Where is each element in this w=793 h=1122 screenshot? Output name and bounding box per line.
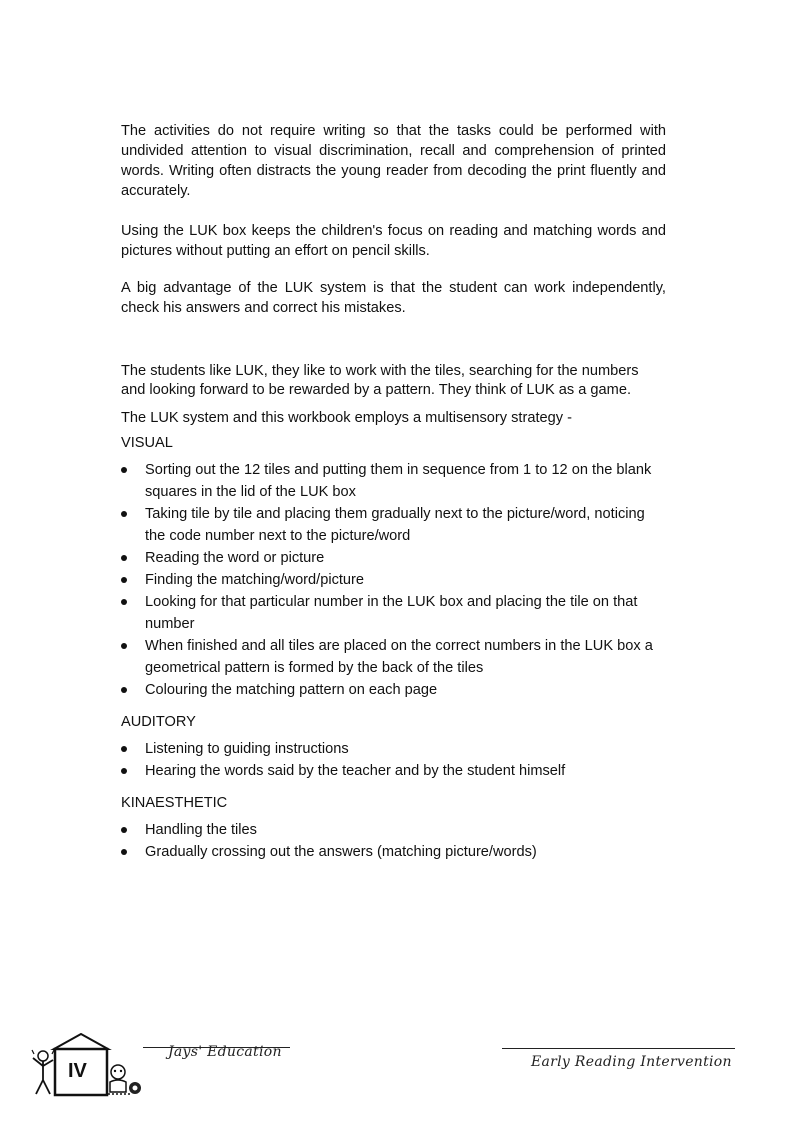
bullet-icon: [121, 467, 127, 473]
bullet-icon: [121, 746, 127, 752]
paragraph-students: The students like LUK, they like to work with the tiles, searching for the numbers and looking forward to be rewarded by a pattern. They think of LUK as a game.: [121, 363, 639, 398]
list-item: Finding the matching/word/picture: [121, 569, 666, 591]
list-item: Hearing the words said by the teacher and by the student himself: [121, 760, 666, 782]
bullet-icon: [121, 849, 127, 855]
list-item: Gradually crossing out the answers (matching picture/words): [121, 841, 666, 863]
bullet-icon: [121, 555, 127, 561]
list-item: Listening to guiding instructions: [121, 738, 666, 760]
list-auditory: [121, 738, 666, 782]
list-item: Handling the tiles: [121, 819, 666, 841]
bullet-icon: [121, 599, 127, 605]
footer-left-brand: Jays' Education: [168, 1044, 282, 1060]
page-number: IV: [68, 1060, 87, 1082]
list-item: Sorting out the 12 tiles and putting them in sequence from 1 to 12 on the blank squares in the lid of the LUK box: [121, 459, 666, 503]
paragraph-writing: The activities do not require writing so that the tasks could be performed with undivided attention to visual discrimination, recall and comprehension of printed words. Writing often distracts the young reader from decoding the print fluently and accurately.: [121, 123, 666, 199]
list-item: Looking for that particular number in the LUK box and placing the tile on that number: [121, 591, 666, 635]
bullet-icon: [121, 768, 127, 774]
list-visual: [121, 459, 666, 701]
children-cartoon-icon: [104, 1060, 144, 1100]
list-item: Taking tile by tile and placing them gradually next to the picture/word, noticing the code number next to the picture/word: [121, 503, 666, 547]
bullet-icon: [121, 643, 127, 649]
footer-right-rule: [502, 1048, 735, 1049]
bullet-icon: [121, 687, 127, 693]
paragraph-luk-box: Using the LUK box keeps the children's focus on reading and matching words and pictures without putting an effort on pencil skills.: [121, 223, 666, 259]
page-body: [121, 121, 666, 863]
paragraph-strategy: The LUK system and this workbook employs a multisensory strategy -: [121, 410, 572, 426]
heading-kinaesthetic: KINAESTHETIC: [121, 795, 228, 811]
paragraph-advantage: A big advantage of the LUK system is that the student can work independently, check his answers and correct his mistakes.: [121, 280, 666, 316]
list-item: When finished and all tiles are placed on the correct numbers in the LUK box a geometrical pattern is formed by the back of the tiles: [121, 635, 666, 679]
page-footer: [0, 1020, 793, 1122]
list-item: Colouring the matching pattern on each page: [121, 679, 666, 701]
list-item: Reading the word or picture: [121, 547, 666, 569]
heading-visual: VISUAL: [121, 435, 173, 451]
bullet-icon: [121, 511, 127, 517]
bullet-icon: [121, 577, 127, 583]
footer-right-brand: Early Reading Intervention: [531, 1054, 732, 1070]
bullet-icon: [121, 827, 127, 833]
list-kinaesthetic: [121, 819, 666, 863]
child-figure-icon: [30, 1048, 56, 1100]
heading-auditory: AUDITORY: [121, 714, 196, 730]
